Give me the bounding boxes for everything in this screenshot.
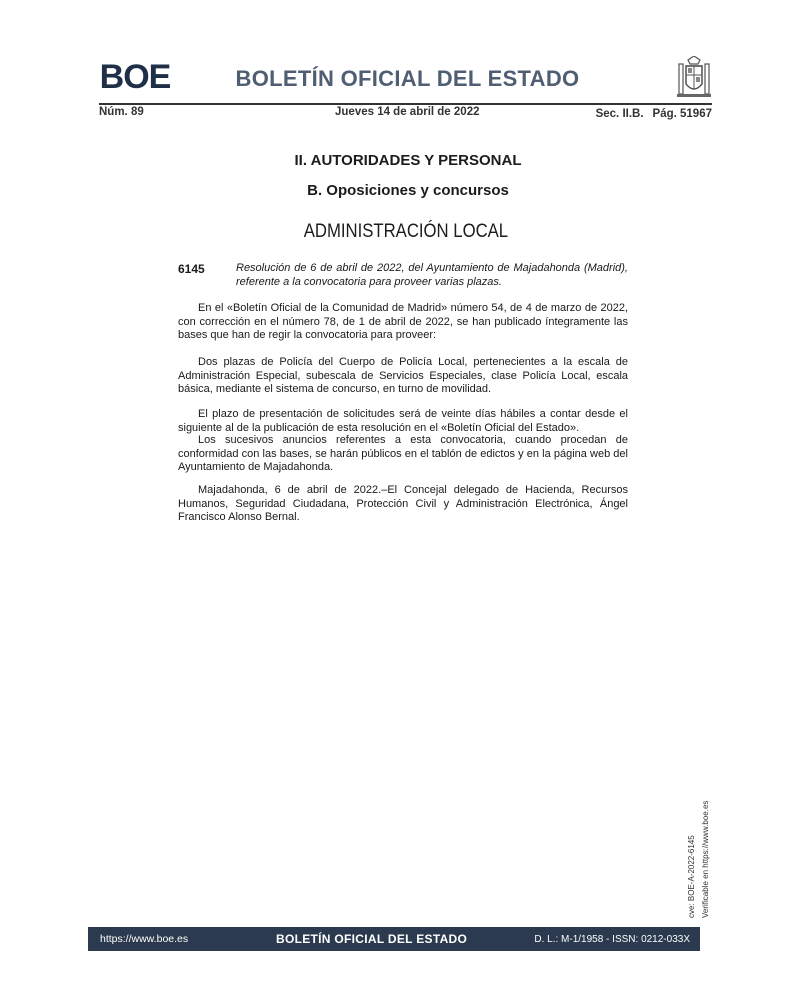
section-heading: II. AUTORIDADES Y PERSONAL [294,152,522,169]
cve-code: cve: BOE-A-2022-6145 [687,835,696,918]
page-number: Pág. 51967 [652,108,712,120]
verification-note [680,798,715,918]
footer-url[interactable]: https://www.boe.es [100,933,189,945]
subsection-heading: B. Oposiciones y concursos [307,182,509,199]
issue-date: Jueves 14 de abril de 2022 [335,106,480,118]
issue-number: Núm. 89 [99,106,144,118]
paragraph: Los sucesivos anuncios referentes a esta convocatoria, cuando procedan de conformidad con las bases, se harán públicos en el tablón de edictos y en la página web del Ayuntamiento de Majadahonda. [178,434,628,473]
paragraph: Dos plazas de Policía del Cuerpo de Policía Local, pertenecientes a la escala de Administración Especial, subescala de Servicios Especiales, clase Policía Local, escala básica, mediante el sistema de concurso, en turno de movilidad. [178,356,628,395]
entry-number: 6145 [178,262,205,276]
paragraph: El plazo de presentación de solicitudes será de veinte días hábiles a contar desde el siguiente al de la publicación de esta resolución en el «Boletín Oficial del Estado». [178,408,628,434]
footer-title: BOLETÍN OFICIAL DEL ESTADO [276,932,468,946]
legal-deposit: D. L.: M-1/1958 - ISSN: 0212-033X [534,934,690,945]
signature-paragraph: Majadahonda, 6 de abril de 2022.–El Concejal delegado de Hacienda, Recursos Humanos, Seguridad Ciudadana, Protección Civil y Administración Electrónica, Ángel Francisco Alonso Bernal. [178,484,628,523]
boe-logo-text: BOE [99,60,171,92]
section-page [596,108,712,120]
header-rule [99,103,712,105]
coat-of-arms-icon [676,56,712,100]
paragraph: En el «Boletín Oficial de la Comunidad de Madrid» número 54, de 4 de marzo de 2022, con corrección en el número 78, de 1 de abril de 2022, se han publicado íntegramente las bases que han de regir la convocatoria para proveer: [178,302,628,341]
boe-logo [99,60,171,92]
administration-heading: ADMINISTRACIÓN LOCAL [303,221,509,242]
footer-bar [88,927,700,951]
verify-url: Verificable en https://www.boe.es [701,800,710,918]
section-code: Sec. II.B. [595,108,644,120]
entry-title: Resolución de 6 de abril de 2022, del Ayuntamiento de Majadahonda (Madrid), referente a la convocatoria para proveer varias plazas. [236,262,628,288]
gazette-title: BOLETÍN OFICIAL DEL ESTADO [235,66,580,91]
